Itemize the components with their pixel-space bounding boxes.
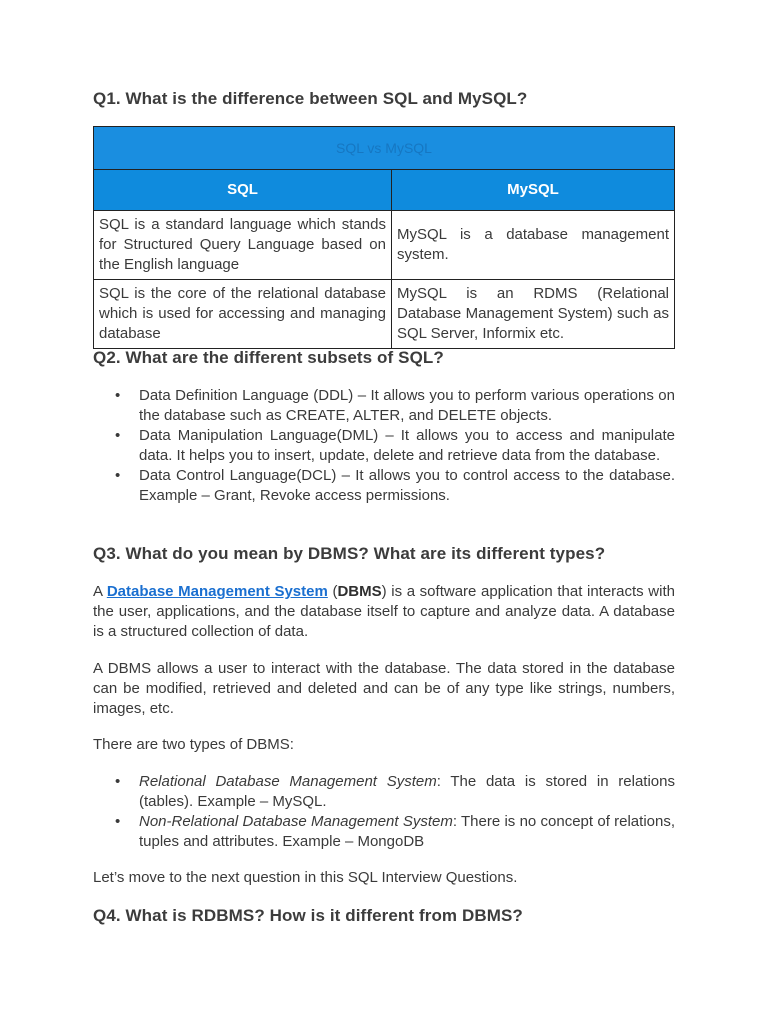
q1-heading: Q1. What is the difference between SQL and MySQL?: [93, 89, 528, 108]
dbms-types-intro: There are two types of DBMS:: [93, 736, 294, 753]
q2-heading: Q2. What are the different subsets of SQL?: [93, 348, 444, 367]
dbms-link[interactable]: Database Management System: [106, 583, 328, 600]
dbms-type-term: Non-Relational Database Management System: [139, 813, 453, 830]
list-item-text: Data Control Language(DCL) – It allows you to control access to the database. Example – Grant, Revoke access permissions.: [139, 467, 675, 504]
dbms-type-desc: : The data is stored in relations (tables). Example – MySQL.: [139, 773, 675, 810]
table-caption: SQL vs MySQL: [94, 127, 675, 170]
dbms-interaction-paragraph: A DBMS allows a user to interact with the database. The data stored in the database can be modified, retrieved and deleted and can be of any type like strings, numbers, images, etc.: [93, 660, 675, 717]
dbms-type-desc: : There is no concept of relations, tuples and attributes. Example – MongoDB: [139, 813, 675, 850]
paragraph-text: ) is a software application that interacts with the user, applications, and the database itself to capture and analyze data. A database is a structured collection of data.: [93, 583, 675, 640]
table-cell: MySQL is a database management system.: [392, 211, 675, 280]
paragraph-text: A: [93, 583, 107, 600]
q3-heading: Q3. What do you mean by DBMS? What are its different types?: [93, 544, 606, 563]
table-cell: MySQL is an RDMS (Relational Database Management System) such as SQL Server, Informix etc.: [392, 280, 675, 349]
dbms-bold-term: DBMS: [337, 583, 382, 600]
table-header-mysql: MySQL: [392, 170, 675, 211]
next-question-paragraph: Let’s move to the next question in this SQL Interview Questions.: [93, 869, 518, 886]
list-item: [93, 772, 675, 812]
dbms-types-list: [93, 772, 675, 852]
table-row: [94, 280, 675, 349]
table-cell: SQL is the core of the relational database which is used for accessing and managing database: [94, 280, 392, 349]
list-item: [93, 386, 675, 426]
sql-subsets-list: [93, 386, 675, 506]
table-header-sql: SQL: [94, 170, 392, 211]
bullet-icon: •: [115, 387, 121, 404]
list-item-text: Data Manipulation Language(DML) – It allows you to access and manipulate data. It helps you to insert, update, delete and retrieve data from the database.: [139, 427, 675, 464]
list-item: [93, 426, 675, 466]
sql-vs-mysql-table: [93, 126, 675, 349]
bullet-icon: •: [115, 773, 121, 790]
table-caption-row: [94, 127, 675, 170]
q4-heading: Q4. What is RDBMS? How is it different from DBMS?: [93, 906, 523, 925]
list-item: [93, 466, 675, 506]
dbms-definition-paragraph: [93, 582, 675, 642]
paragraph-text: (: [327, 583, 338, 600]
bullet-icon: •: [115, 467, 121, 484]
bullet-icon: •: [115, 813, 121, 830]
bullet-icon: •: [115, 427, 121, 444]
dbms-type-term: Relational Database Management System: [139, 773, 437, 790]
table-cell: SQL is a standard language which stands for Structured Query Language based on the English language: [94, 211, 392, 280]
table-header-row: [94, 170, 675, 211]
list-item-text: Data Definition Language (DDL) – It allows you to perform various operations on the database such as CREATE, ALTER, and DELETE objects.: [139, 387, 675, 424]
table-row: [94, 211, 675, 280]
list-item: [93, 812, 675, 852]
